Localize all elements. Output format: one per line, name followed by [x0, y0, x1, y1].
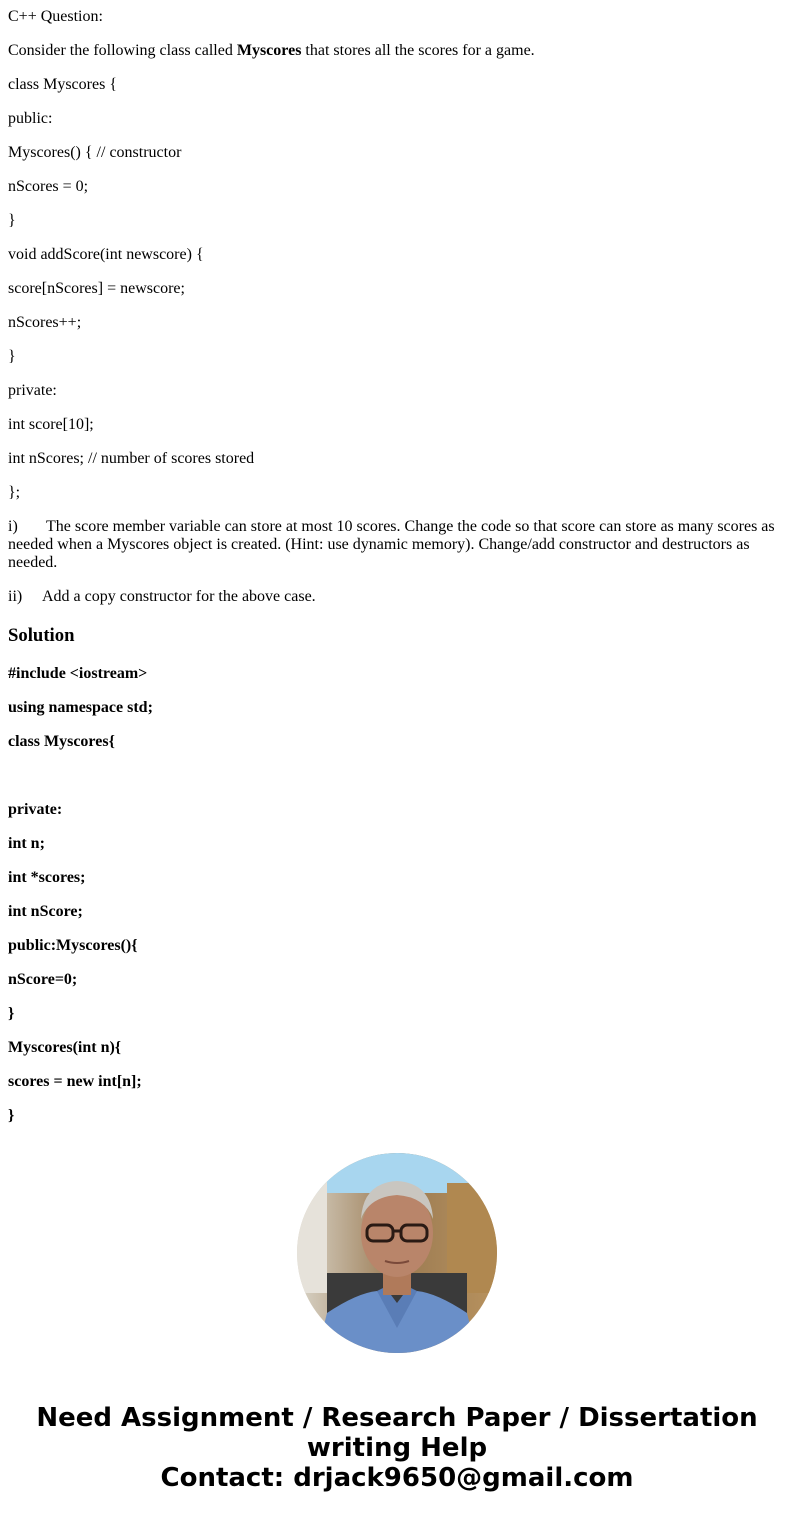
solution-code-line: scores = new int[n];	[8, 1073, 142, 1090]
question-code-line: Myscores() { // constructor	[8, 144, 182, 161]
question-code-line: }	[8, 348, 16, 365]
question-code-line: void addScore(int newscore) {	[8, 246, 204, 263]
question-code-line: score[nScores] = newscore;	[8, 280, 185, 297]
solution-code-line: int *scores;	[8, 869, 86, 886]
question-part-i	[8, 518, 786, 572]
solution-code-line: int n;	[8, 835, 45, 852]
question-code-line: int score[10];	[8, 416, 94, 433]
solution-code-line: #include <iostream>	[8, 665, 148, 682]
part-ii-text: Add a copy constructor for the above case.	[42, 588, 316, 605]
intro-class-name: Myscores	[236, 42, 302, 59]
solution-code-line: Myscores(int n){	[8, 1039, 122, 1056]
solution-code-line: }	[8, 1005, 15, 1022]
footer-contact	[0, 1403, 794, 1493]
intro-text-pre: Consider the following class called	[8, 42, 237, 59]
part-i-text: The score member variable can store at most 10 scores. Change the code so that score can store as many scores as needed when a Myscores object is created. (Hint: use dynamic memory). Change/add constructor and destructors as needed.	[8, 518, 775, 571]
author-portrait-image	[297, 1153, 497, 1353]
intro-text-post: that stores all the scores for a game.	[301, 42, 535, 59]
question-code-line: nScores = 0;	[8, 178, 89, 195]
question-code-line: public:	[8, 110, 53, 127]
author-avatar	[297, 1153, 497, 1353]
question-code-line: };	[8, 484, 21, 501]
question-title: C++ Question:	[8, 8, 103, 25]
question-code-line: class Myscores {	[8, 76, 117, 93]
solution-code-line: public:Myscores(){	[8, 937, 138, 954]
solution-code-line: class Myscores{	[8, 733, 115, 750]
solution-heading: Solution	[8, 625, 75, 646]
footer-line-2: writing Help	[306, 1433, 488, 1463]
solution-code-line: using namespace std;	[8, 699, 153, 716]
solution-code-line: int nScore;	[8, 903, 83, 920]
question-intro	[8, 42, 535, 60]
question-code-line: }	[8, 212, 16, 229]
part-ii-number: ii)	[8, 588, 23, 605]
solution-code-line: private:	[8, 801, 63, 818]
footer-contact-email: Contact: drjack9650@gmail.com	[160, 1463, 634, 1493]
question-code-line: nScores++;	[8, 314, 82, 331]
question-part-ii	[8, 588, 316, 606]
part-i-number: i)	[8, 518, 18, 535]
solution-code-line: nScore=0;	[8, 971, 78, 988]
question-code-line: int nScores; // number of scores stored	[8, 450, 255, 467]
footer-line-1: Need Assignment / Research Paper / Dissertation	[36, 1403, 758, 1433]
solution-code-line: }	[8, 1107, 15, 1124]
question-code-line: private:	[8, 382, 57, 399]
